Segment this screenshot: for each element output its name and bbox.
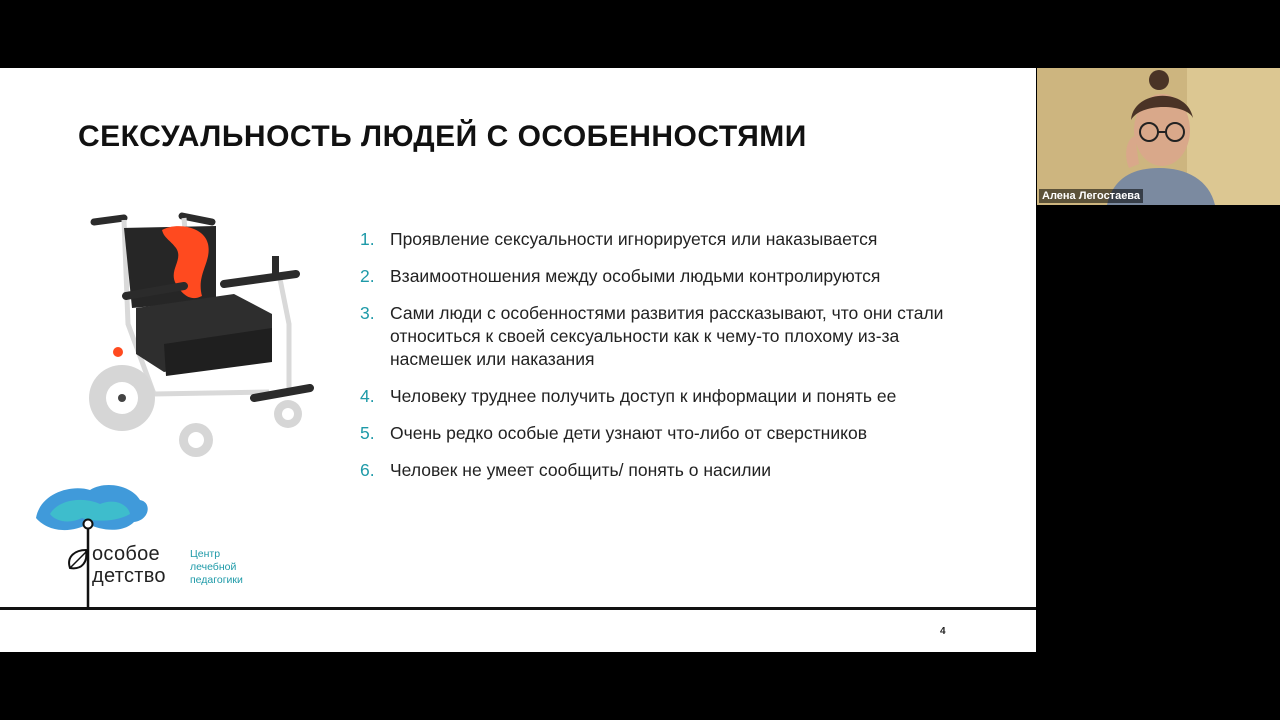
list-item [360,422,980,445]
list-item [360,265,980,288]
list-item [360,459,980,482]
wheelchair-illustration [84,204,320,466]
list-item [360,228,980,251]
participant-video-tile[interactable] [1037,68,1280,205]
list-text: Сами люди с особенностями развития рассказывают, что они стали относиться к своей сексуальности как к чему-то плохому из-за насмешек или наказания [390,303,944,369]
logo-subtitle-2: лечебной [190,561,237,573]
footer-divider [0,607,1036,610]
list-text: Проявление сексуальности игнорируется или наказывается [390,229,878,249]
presentation-slide [0,68,1036,652]
list-text: Человек не умеет сообщить/ понять о насилии [390,460,772,480]
page-number: 4 [940,626,946,637]
list-item [360,385,980,408]
list-number: 4. [360,386,375,406]
list-number: 3. [360,303,375,323]
slide-title: СЕКСУАЛЬНОСТЬ ЛЮДЕЙ С ОСОБЕННОСТЯМИ [78,120,807,153]
list-text: Взаимоотношения между особыми людьми контролируются [390,266,881,286]
participant-name-label: Алена Легостаева [1039,189,1143,203]
list-number: 6. [360,460,375,480]
list-text: Человеку труднее получить доступ к информации и понять ее [390,386,897,406]
organization-logo [30,478,270,610]
participant-video-feed [1037,68,1280,205]
logo-word-2: детство [92,565,166,587]
logo-word-1: особое [92,543,160,565]
logo-subtitle-1: Центр [190,548,221,560]
logo-subtitle-3: педагогики [190,574,243,586]
list-text: Очень редко особые дети узнают что-либо от сверстников [390,423,867,443]
list-number: 2. [360,266,375,286]
list-number: 1. [360,229,375,249]
points-list [360,228,980,496]
list-number: 5. [360,423,375,443]
list-item [360,302,980,371]
